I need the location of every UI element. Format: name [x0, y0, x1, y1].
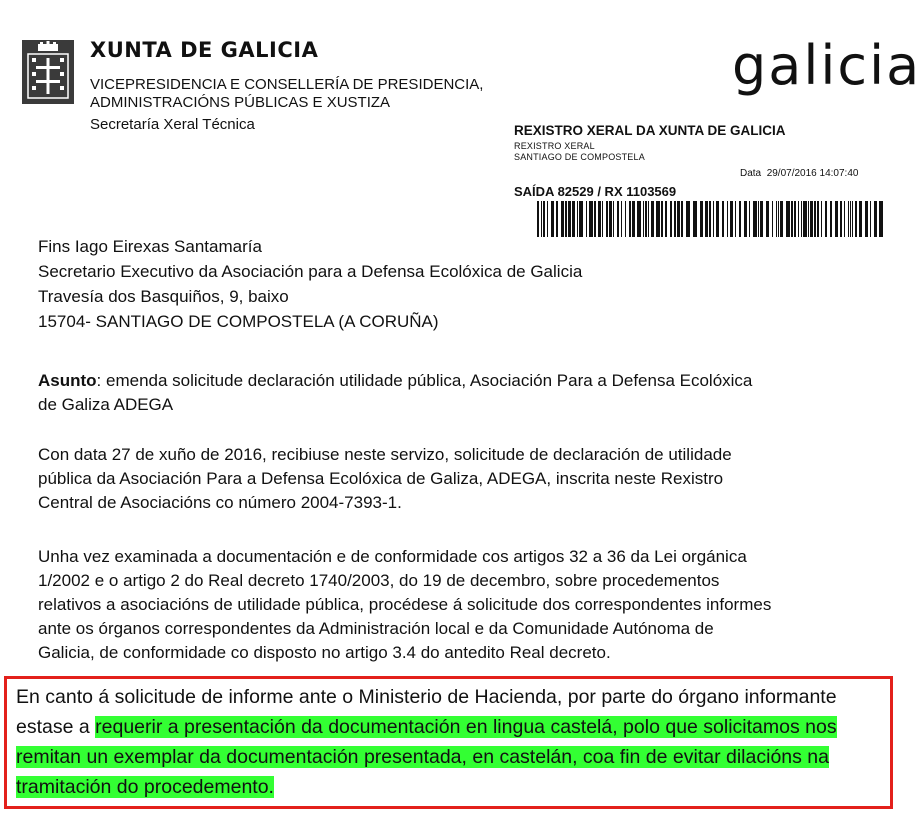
paragraph-1-line-2: pública da Asociación Para a Defensa Ecolóxica de Galiza, ADEGA, inscrita neste Rexistro	[38, 469, 724, 488]
barcode-bar	[537, 201, 539, 237]
barcode-bar	[577, 201, 578, 237]
barcode-bar	[661, 201, 663, 237]
barcode-bar	[749, 201, 750, 237]
barcode-bar	[817, 201, 819, 237]
barcode-bar	[865, 201, 868, 237]
registry-subtitle-1: REXISTRO XERAL	[514, 141, 595, 151]
barcode-bar	[840, 201, 842, 237]
galicia-crest-icon	[22, 40, 74, 104]
paragraph-3-highlighted	[16, 682, 886, 802]
barcode-bar	[579, 201, 583, 237]
barcode-bar	[551, 201, 554, 237]
barcode-bar	[794, 201, 796, 237]
registry-date-label: Data	[740, 168, 762, 179]
paragraph-1	[38, 443, 838, 515]
barcode-bar	[735, 201, 736, 237]
barcode-bar	[859, 201, 862, 237]
barcode-bar	[648, 201, 649, 237]
barcode-bar	[656, 201, 660, 237]
barcode-bar	[568, 201, 571, 237]
registry-number: SAÍDA 82529 / RX 1103569	[514, 184, 677, 199]
barcode-bar	[606, 201, 608, 237]
barcode-bar	[803, 201, 807, 237]
barcode-bar	[786, 201, 790, 237]
barcode-bar	[572, 201, 575, 237]
barcode-bar	[541, 201, 542, 237]
barcode-bar	[651, 201, 654, 237]
barcode-bar	[629, 201, 631, 237]
registry-date	[740, 168, 858, 179]
barcode-bar	[855, 201, 857, 237]
barcode-bar	[870, 201, 871, 237]
barcode-bar	[727, 201, 728, 237]
barcode-bar	[700, 201, 703, 237]
barcode-bar	[776, 201, 777, 237]
barcode-bar	[681, 201, 683, 237]
barcode-bar	[693, 201, 697, 237]
barcode-bar	[814, 201, 816, 237]
subject-paragraph	[38, 369, 838, 417]
paragraph-3-line-4-highlight: tramitación do procedemento.	[16, 776, 274, 798]
paragraph-3-line-2-plain: estase a	[16, 716, 96, 738]
barcode-bar	[565, 201, 567, 237]
paragraph-2-line-3: relativos a asociacións de utilidade pública, procédese á solicitude dos correspondentes informes	[38, 595, 772, 614]
barcode-bar	[850, 201, 851, 237]
registry-subtitle-2: SANTIAGO DE COMPOSTELA	[514, 152, 645, 162]
barcode-bar	[739, 201, 741, 237]
barcode-bar	[830, 201, 832, 237]
paragraph-2-line-5: Galicia, de conformidade co disposto no artigo 3.4 do antedito Real decreto.	[38, 643, 611, 662]
barcode-bar	[772, 201, 773, 237]
org-title: XUNTA DE GALICIA	[90, 38, 319, 62]
registry-title: REXISTRO XERAL DA XUNTA DE GALICIA	[514, 123, 786, 138]
barcode-bar	[586, 201, 587, 237]
paragraph-3-line-3-highlight: remitan un exemplar da documentación presentada, en castelán, coa fin de evitar dilacións na	[16, 746, 829, 768]
barcode-bar	[821, 201, 822, 237]
barcode-bar	[543, 201, 545, 237]
subject-label: Asunto	[38, 371, 97, 390]
barcode-bar	[637, 201, 641, 237]
barcode-icon	[537, 201, 887, 237]
paragraph-3-line-1: En canto á solicitude de informe ante o Ministerio de Hacienda, por parte do órgano informante	[16, 686, 837, 708]
barcode-bar	[632, 201, 635, 237]
barcode-bar	[722, 201, 724, 237]
barcode-bar	[848, 201, 849, 237]
department-line-2: ADMINISTRACIÓNS PÚBLICAS E XUSTIZA	[90, 94, 391, 111]
barcode-bar	[852, 201, 853, 237]
recipient-position: Secretario Executivo da Asociación para a Defensa Ecolóxica de Galicia	[38, 262, 583, 281]
paragraph-2-line-2: 1/2002 e o artigo 2 do Real decreto 1740/2003, do 19 de decembro, sobre procedementos	[38, 571, 720, 590]
barcode-bar	[713, 201, 714, 237]
barcode-bar	[677, 201, 680, 237]
barcode-bar	[594, 201, 596, 237]
department-line-1: VICEPRESIDENCIA E CONSELLERÍA DE PRESIDENCIA,	[90, 76, 484, 93]
barcode-bar	[791, 201, 793, 237]
barcode-bar	[602, 201, 603, 237]
paragraph-2-line-4: ante os órganos correspondentes da Administración local e da Comunidade Autónoma de	[38, 619, 714, 638]
barcode-bar	[609, 201, 612, 237]
barcode-bar	[835, 201, 838, 237]
barcode-bar	[665, 201, 667, 237]
barcode-bar	[645, 201, 647, 237]
subject-text-line-1: : emenda solicitude declaración utilidade pública, Asociación Para a Defensa Ecolóxica	[96, 371, 753, 390]
barcode-bar	[798, 201, 799, 237]
barcode-bar	[613, 201, 614, 237]
barcode-bar	[844, 201, 845, 237]
barcode-bar	[716, 201, 719, 237]
recipient-city: 15704- SANTIAGO DE COMPOSTELA (A CORUÑA)	[38, 312, 439, 331]
barcode-bar	[744, 201, 747, 237]
barcode-bar	[686, 201, 690, 237]
paragraph-2-line-1: Unha vez examinada a documentación e de conformidade cos artigos 32 a 36 da Lei orgánica	[38, 547, 747, 566]
registry-date-value: 29/07/2016 14:07:40	[766, 168, 859, 179]
barcode-bar	[801, 201, 802, 237]
barcode-bar	[753, 201, 757, 237]
paragraph-2	[38, 545, 838, 665]
barcode-bar	[674, 201, 676, 237]
paragraph-1-line-1: Con data 27 de xuño de 2016, recibiuse neste servizo, solicitude de declaración de utilidade	[38, 445, 732, 464]
barcode-bar	[621, 201, 622, 237]
barcode-bar	[760, 201, 763, 237]
barcode-bar	[670, 201, 672, 237]
barcode-bar	[598, 201, 601, 237]
galicia-logo: galicia	[732, 34, 921, 97]
barcode-bar	[556, 201, 558, 237]
barcode-bar	[617, 201, 619, 237]
subject-text-line-2: de Galiza ADEGA	[38, 395, 174, 414]
barcode-bar	[758, 201, 759, 237]
barcode-bar	[589, 201, 593, 237]
barcode-bar	[874, 201, 877, 237]
barcode-bar	[547, 201, 548, 237]
barcode-bar	[709, 201, 711, 237]
recipient-name: Fins Iago Eirexas Santamaría	[38, 237, 262, 256]
barcode-bar	[730, 201, 733, 237]
barcode-bar	[705, 201, 708, 237]
barcode-bar	[643, 201, 644, 237]
barcode-bar	[625, 201, 626, 237]
barcode-bar	[808, 201, 809, 237]
paragraph-1-line-3: Central de Asociacións co número 2004-7393-1.	[38, 493, 402, 512]
barcode-bar	[810, 201, 813, 237]
barcode-bar	[879, 201, 883, 237]
paragraph-3-line-2-highlight: requerir a presentación da documentación en lingua castelá, polo que solicitamos nos	[95, 716, 837, 738]
barcode-bar	[778, 201, 779, 237]
recipient-street: Travesía dos Basquiños, 9, baixo	[38, 287, 289, 306]
office-name: Secretaría Xeral Técnica	[90, 116, 255, 133]
barcode-bar	[825, 201, 827, 237]
barcode-bar	[766, 201, 769, 237]
barcode-bar	[561, 201, 564, 237]
barcode-bar	[780, 201, 783, 237]
